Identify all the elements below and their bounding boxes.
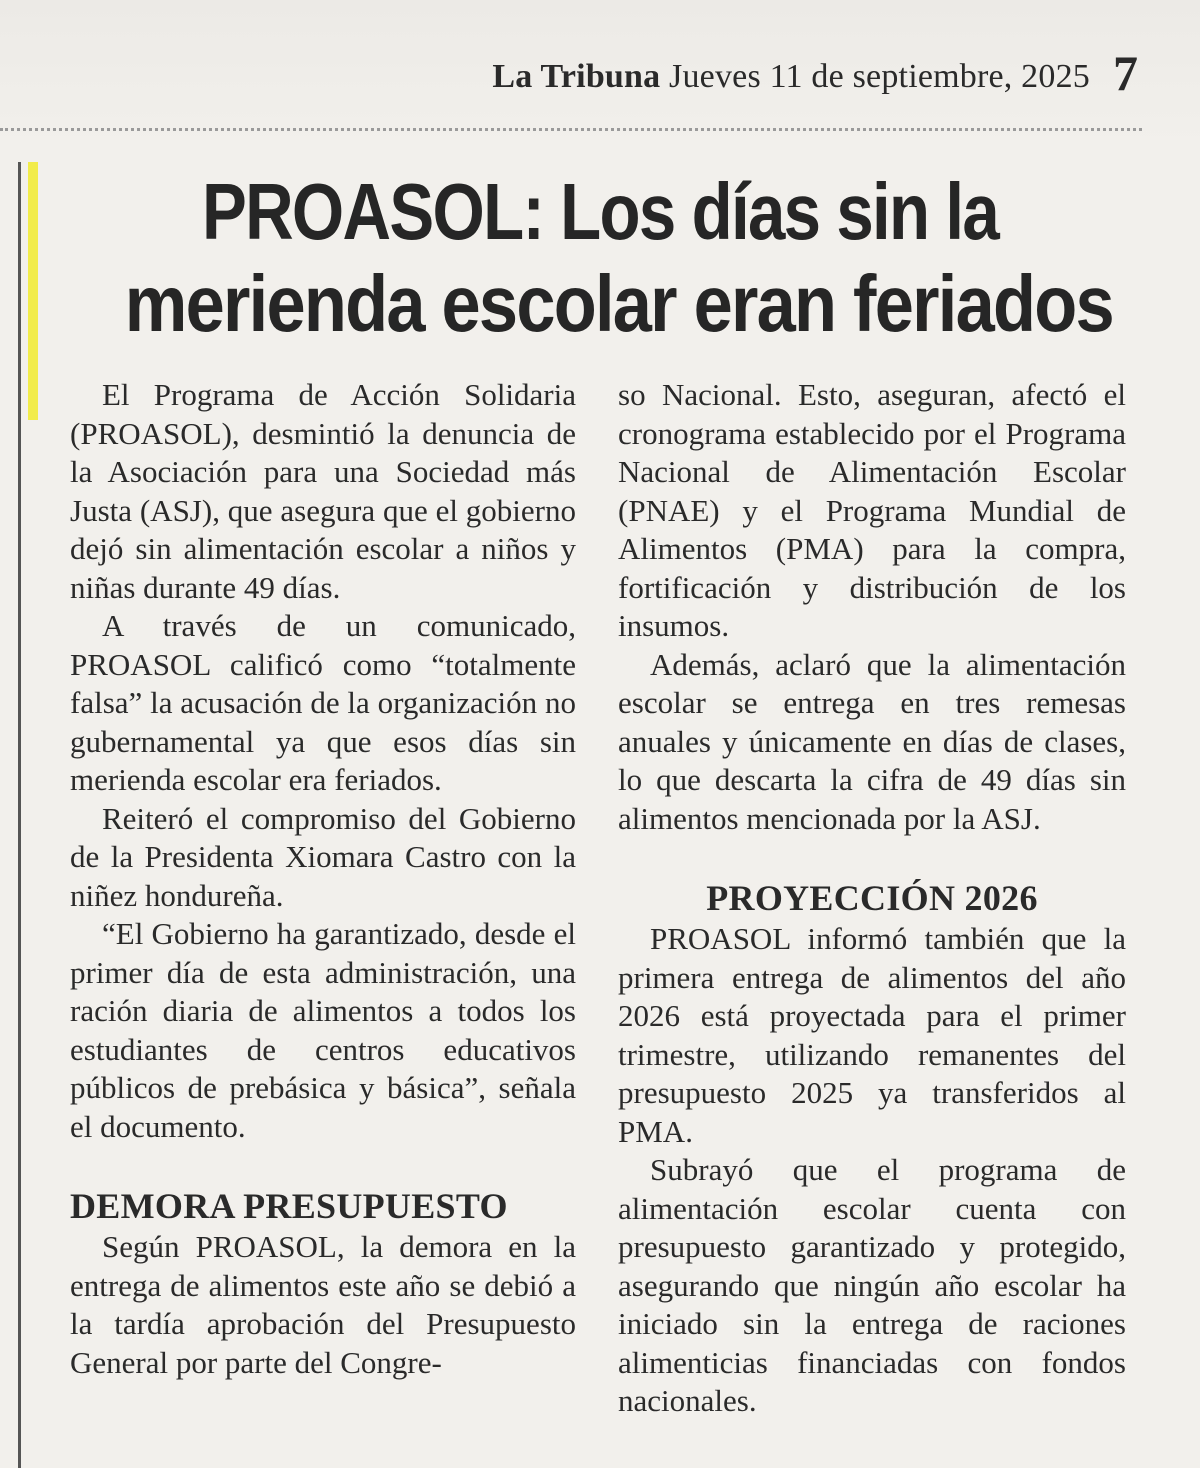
page-header: [492, 58, 1090, 96]
newspaper-name: La Tribuna: [492, 58, 661, 95]
article-headline: [60, 166, 1140, 350]
paragraph: Según PROASOL, la demora en la entrega de alimentos este año se debió a la tardía aprobación del Presupuesto General por parte del Congre-: [70, 1229, 576, 1380]
headline-line-1: PROASOL: Los días sin la: [201, 167, 999, 256]
paragraph-continued: so Nacional. Esto, aseguran, afectó el cronograma establecido por el Programa Nacional de Alimentación Escolar (PNAE) y el Programa Mundial de Alimentos (PMA) para la compra, fortificación y distribución de los insumos.: [618, 377, 1126, 643]
subheading-proyeccion: PROYECCIÓN 2026: [706, 878, 1038, 918]
highlighter-mark: [28, 162, 38, 420]
article-column-right: [618, 376, 1126, 1421]
paragraph: Reiteró el compromiso del Gobierno de la Presidenta Xiomara Castro con la niñez hondureña.: [70, 800, 576, 913]
page-number: 7: [1113, 45, 1138, 101]
column-rule: [18, 162, 21, 1468]
headline-line-2: merienda escolar eran feriados: [124, 259, 1113, 348]
article-column-left: [70, 376, 576, 1382]
paragraph: El Programa de Acción Solidaria (PROASOL), desmintió la denuncia de la Asociación para una Sociedad más Justa (ASJ), que asegura que el gobierno dejó sin alimentación escolar a niños y niñas durante 49 días.: [70, 377, 576, 605]
paragraph: PROASOL informó también que la primera entrega de alimentos del año 2026 está proyectada para el primer trimestre, utilizando remanentes del presupuesto 2025 ya transferidos al PMA.: [618, 921, 1126, 1149]
publication-date: Jueves 11 de septiembre, 2025: [669, 58, 1090, 95]
paragraph: “El Gobierno ha garantizado, desde el primer día de esta administración, una ración diaria de alimentos a todos los estudiantes de centros educativos públicos de prebásica y básica”, señala el documento.: [70, 916, 576, 1144]
header-rule: [0, 128, 1142, 131]
paragraph: A través de un comunicado, PROASOL calificó como “totalmente falsa” la acusación de la organización no gubernamental ya que esos días sin merienda escolar era feriados.: [70, 608, 576, 797]
paragraph: Subrayó que el programa de alimentación escolar cuenta con presupuesto garantizado y protegido, asegurando que ningún año escolar ha iniciado sin la entrega de raciones alimenticias financiadas con fondos nacionales.: [618, 1152, 1126, 1418]
subheading-demora: DEMORA PRESUPUESTO: [70, 1186, 508, 1226]
spacer: [618, 838, 1126, 876]
paragraph: Además, aclaró que la alimentación escolar se entrega en tres remesas anuales y únicamente en días de clases, lo que descarta la cifra de 49 días sin alimentos mencionada por la ASJ.: [618, 646, 1126, 836]
spacer: [70, 1146, 576, 1184]
